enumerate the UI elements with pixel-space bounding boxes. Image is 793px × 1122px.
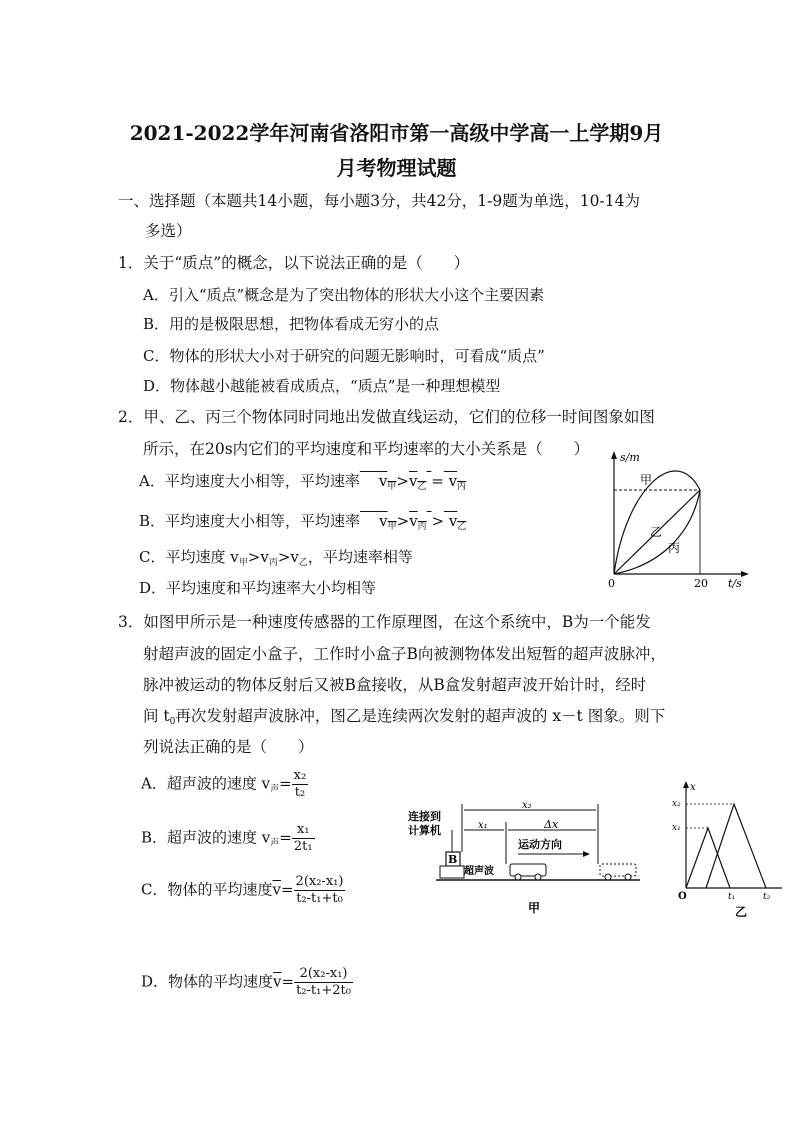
q3-stem-1: 3．如图甲所示是一种速度传感器的工作原理图，在这个系统中，B为一个能发: [118, 613, 651, 631]
q3-figure-jia: [406, 800, 646, 920]
label-bing: 丙: [668, 541, 681, 555]
origin: O: [678, 891, 687, 902]
box-stand: [440, 866, 464, 878]
car-1: [510, 864, 546, 876]
q2-option-a: A．平均速度大小相等，平均速率 $v_甲>v_乙 = v_丙$: [139, 472, 467, 492]
box-b-label: B: [448, 853, 458, 866]
q3-option-a: A．超声波的速度 $v_声=$ $\frac{\text{x₂}}{\text{t₂}}$: [141, 768, 307, 800]
t1-tick: t₁: [728, 892, 736, 902]
x2-label: x₂: [522, 800, 532, 811]
q1-option-d: D．物体越小越能被看成质点，“质点”是一种理想模型: [143, 377, 501, 395]
q1-option-a: A．引入“质点”概念是为了突出物体的形状大小这个主要因素: [143, 286, 545, 304]
direction-label: 运动方向: [518, 838, 562, 851]
q2-option-d: D．平均速度和平均速率大小均相等: [139, 579, 377, 597]
q1-option-c: C．物体的形状大小对于研究的问题无影响时，可看成“质点”: [143, 347, 545, 365]
q2-st-graph: [596, 448, 766, 590]
origin-label: 0: [608, 577, 615, 590]
x-tick-20: 20: [694, 577, 708, 590]
q1-option-b: B．用的是极限思想，把物体看成无穷小的点: [143, 315, 440, 333]
q3-figure-yi: [670, 778, 785, 920]
x2-tick: x₂: [672, 799, 681, 809]
q1-stem: 1．关于“质点”的概念，以下说法正确的是（ ）: [118, 254, 470, 272]
computer-label-1: 连接到: [408, 810, 441, 823]
q3-stem-2: 射超声波的固定小盒子，工作时小盒子B向被测物体发出短暂的超声波脉冲，: [143, 645, 666, 663]
doc-title-line2: 月考物理试题: [336, 156, 457, 180]
curve-jia: [614, 471, 700, 574]
q3-option-d: D．物体的平均速度$\overline{v}=$ $\frac{\text{2(x₂-x₁)}}{\text{t₂-t₁+2t₀}}$: [141, 966, 351, 998]
dx-label: Δx: [544, 818, 559, 831]
q3-stem-5: 列说法正确的是（ ）: [143, 738, 314, 756]
section-header: 一、选择题（本题共14小题，每小题3分，共42分，1-9题为单选，10-14为: [118, 192, 640, 210]
x-axis-arrow: [741, 571, 749, 577]
q3-stem-3: 脉冲被运动的物体反射后又被B盒接收，从B盒发射超声波开始计时，经时: [143, 676, 647, 694]
label-jia: 甲: [640, 473, 653, 487]
doc-title-line1: 2021-2022学年河南省洛阳市第一高级中学高一上学期9月: [129, 121, 664, 145]
t2-tick: t₂: [763, 892, 771, 902]
sound-label: 超声波: [464, 866, 494, 877]
figure-jia-caption: 甲: [528, 901, 541, 915]
figure-yi-caption: 乙: [735, 905, 748, 919]
y-axis-arrow: [611, 451, 617, 459]
x1-label: x₁: [478, 820, 488, 831]
section-header-cont: 多选）: [145, 222, 192, 240]
x1-tick: x₁: [672, 823, 681, 833]
y-axis-label: s/m: [620, 451, 640, 464]
car-2: [600, 864, 636, 876]
x-axis-label: t/s: [728, 577, 742, 590]
q3-option-c: C．物体的平均速度$\overline{v}=$ $\frac{\text{2(x₂-x₁)}}{\text{t₂-t₁+t₀}}$: [141, 874, 344, 906]
q2-option-c: C．平均速度 $v_甲>v_丙>v_乙$，平均速率相等: [139, 548, 413, 568]
q3-stem-4: 间 $t_0$再次发射超声波脉冲，图乙是连续两次发射的超声波的 x－t 图象。则下: [143, 707, 666, 727]
y-label: x: [690, 782, 696, 793]
q3-option-b: B．超声波的速度 $v_声=$ $\frac{\text{x₁}}{\text{2t₁}}$: [141, 822, 313, 854]
label-yi: 乙: [650, 525, 663, 539]
q2-stem-cont: 所示，在20s内它们的平均速度和平均速率的大小关系是（ ）: [143, 440, 590, 458]
q2-stem: 2．甲、乙、丙三个物体同时同地出发做直线运动，它们的位移一时间图象如图: [118, 408, 655, 426]
computer-label-2: 计算机: [408, 824, 441, 837]
q2-option-b: B．平均速度大小相等，平均速率 $v_甲>v_丙 > v_乙$: [139, 512, 467, 532]
